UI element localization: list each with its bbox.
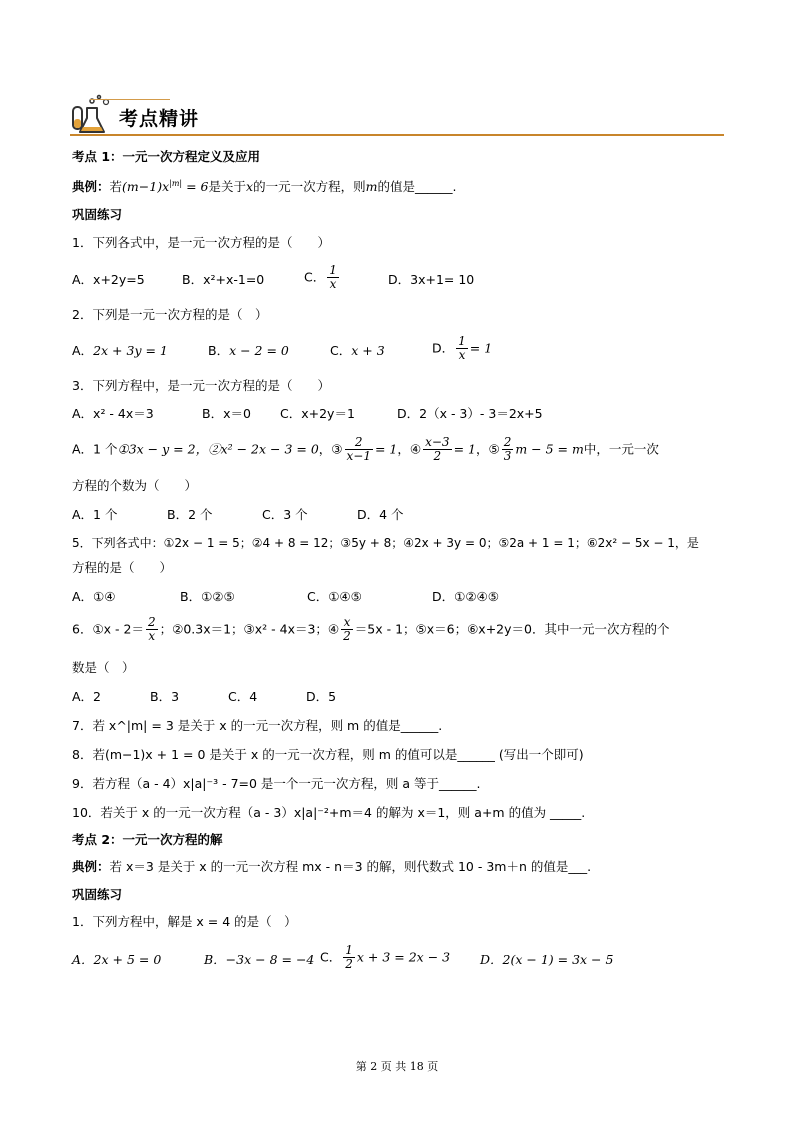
answer-blank: ______ <box>414 179 453 195</box>
option-b: B．−3x − 8 = −4 <box>204 952 315 967</box>
practice-heading: 巩固练习 <box>72 887 123 902</box>
example-math: m <box>365 179 378 195</box>
denominator: x <box>148 629 156 643</box>
equation: ，⑤ <box>475 441 500 457</box>
k1-example <box>72 174 456 197</box>
k2-heading: 考点 2：一元一次方程的解 <box>72 832 223 847</box>
option-a <box>72 341 168 361</box>
example-sup: |m| <box>169 179 183 188</box>
option-a: A．①④ <box>72 589 116 604</box>
fraction <box>345 436 373 463</box>
example-text: 的值是 <box>377 179 415 195</box>
option-b <box>208 341 289 361</box>
example-math: = 6 <box>182 179 209 195</box>
equation: ，②x² − 2x − 3 = 0 <box>195 441 319 457</box>
option-a: A．x² - 4x＝3 <box>72 406 154 421</box>
fraction <box>456 335 468 362</box>
numerator: 2 <box>147 615 156 629</box>
question-6-line2: 数是（ ） <box>72 660 135 675</box>
question-10: 10．若关于 x 的一元一次方程（a - 3）x|a|⁻²+m＝4 的解为 x＝1，则 a+m 的值为 _____. <box>72 805 586 820</box>
option-c <box>304 264 341 291</box>
option-b: B．3 <box>150 689 180 704</box>
option-d: D．3x+1= 10 <box>388 272 475 287</box>
option-label: A． <box>72 343 94 358</box>
example-math: x <box>246 179 254 195</box>
denominator: 2 <box>345 957 353 971</box>
example-text: . <box>452 179 457 195</box>
option-b: B．x²+x-1=0 <box>182 272 265 287</box>
option-c: C．x+2y＝1 <box>280 406 355 421</box>
fraction <box>423 436 451 463</box>
option-math: 2x + 3y = 1 <box>93 343 168 358</box>
question-text: A．1 个 <box>72 441 118 457</box>
option-label: C． <box>320 949 342 965</box>
option-b: B．2 个 <box>167 507 213 522</box>
question-text: ＝5x - 1；⑤x＝6；⑥x+2y＝0．其中一元一次方程的个 <box>354 621 670 637</box>
header-rule <box>70 134 724 136</box>
option-d <box>432 335 492 362</box>
option-c <box>320 944 450 971</box>
question-3: 3．下列方程中，是一元一次方程的是（ ） <box>72 378 330 393</box>
equation: ①3x − y = 2 <box>117 441 196 457</box>
k2-example <box>72 857 591 877</box>
option-math: x + 3 <box>351 343 385 358</box>
question-text: 中，一元一次 <box>583 441 659 457</box>
numerator: 1 <box>458 334 466 348</box>
header-top-rule <box>90 99 170 100</box>
question-6 <box>72 616 669 650</box>
question-text: ；②0.3x＝1；③x² - 4x＝3；④ <box>159 621 340 637</box>
example-text: 若 <box>109 179 123 195</box>
example-text: 若 x＝3 是关于 x 的一元一次方程 mx - n＝3 的解，则代数式 10 - 3m＋n 的值是___. <box>109 859 592 874</box>
option-label: C． <box>330 343 352 358</box>
question-4-line2: 方程的个数为（ ） <box>72 478 198 493</box>
question-4 <box>72 436 659 470</box>
header-title: 考点精讲 <box>119 108 200 130</box>
option-d: D．2（x - 3）- 3＝2x+5 <box>397 406 543 421</box>
equation: ，③ <box>318 441 343 457</box>
option-d: D．4 个 <box>357 507 404 522</box>
option-label: C． <box>304 269 326 285</box>
option-c: C．3 个 <box>262 507 308 522</box>
option-b: B．x＝0 <box>202 406 251 421</box>
option-math: x + 3 = 2x − 3 <box>356 949 451 965</box>
fraction <box>146 616 158 643</box>
equation: = 1 <box>453 441 476 457</box>
denominator: x−1 <box>346 449 371 463</box>
numerator: x−3 <box>425 435 450 449</box>
fraction <box>502 436 514 463</box>
option-b: B．①②⑤ <box>180 589 235 604</box>
option-a: A．x+2y=5 <box>72 272 145 287</box>
numerator: 2 <box>503 435 512 449</box>
question-5: 5．下列各式中：①2x − 1 = 5；②4 + 8 = 12；③5y + 8；④2x + 3y = 0；⑤2a + 1 = 1；⑥2x² − 5x − 1，是 <box>72 536 699 550</box>
option-a: A．1 个 <box>72 507 118 522</box>
denominator: 2 <box>343 629 351 643</box>
question-9: 9．若方程（a - 4）x|a|⁻³ - 7=0 是一个一元一次方程，则 a 等于______. <box>72 776 481 791</box>
numerator: x <box>341 616 353 630</box>
option-math: x − 2 = 0 <box>229 343 289 358</box>
equation: m − 5 = m <box>515 441 584 457</box>
option-d: D．2(x − 1) = 3x − 5 <box>480 952 614 967</box>
denominator: 3 <box>503 449 512 463</box>
option-a: A．2x + 5 = 0 <box>72 952 162 967</box>
question-7: 7．若 x^|m| = 3 是关于 x 的一元一次方程，则 m 的值是______. <box>72 718 443 733</box>
option-c: C．①④⑤ <box>307 589 362 604</box>
equation: = 1 <box>374 441 398 457</box>
example-label: 典例： <box>72 859 110 874</box>
option-d: D．5 <box>306 689 337 704</box>
numerator: 2 <box>345 436 373 450</box>
example-math: (m−1)x <box>122 179 170 195</box>
fraction <box>341 616 353 643</box>
fraction <box>327 264 339 291</box>
option-label: B． <box>208 343 230 358</box>
k2-question-1: 1．下列方程中，解是 x = 4 的是（ ） <box>72 914 297 929</box>
option-math: = 1 <box>469 340 493 356</box>
equation: ，④ <box>397 441 422 457</box>
example-label: 典例： <box>72 179 110 195</box>
section-header <box>70 92 724 138</box>
question-5-line2: 方程的是（ ） <box>72 560 173 575</box>
fraction <box>343 944 355 971</box>
example-text: 是关于 <box>208 179 246 195</box>
denominator: x <box>329 277 337 291</box>
option-d: D．①②④⑤ <box>432 589 499 604</box>
question-text: 6．①x - 2＝ <box>72 621 144 637</box>
question-1: 1．下列各式中，是一元一次方程的是（ ） <box>72 235 330 250</box>
example-text: 的一元一次方程，则 <box>253 179 366 195</box>
option-a: A．2 <box>72 689 102 704</box>
practice-heading: 巩固练习 <box>72 207 123 222</box>
option-c: C．4 <box>228 689 258 704</box>
question-8: 8．若(m−1)x + 1 = 0 是关于 x 的一元一次方程，则 m 的值可以是______ (写出一个即可) <box>72 747 584 762</box>
page-footer: 第 2 页 共 18 页 <box>355 1060 439 1073</box>
denominator: x <box>458 348 466 362</box>
option-label: D． <box>432 340 455 356</box>
numerator: 1 <box>329 263 337 277</box>
k1-heading: 考点 1：一元一次方程定义及应用 <box>72 149 261 164</box>
numerator: 1 <box>345 943 353 957</box>
option-c <box>330 341 385 361</box>
question-2: 2．下列是一元一次方程的是（ ） <box>72 307 268 322</box>
denominator: 2 <box>433 449 442 463</box>
